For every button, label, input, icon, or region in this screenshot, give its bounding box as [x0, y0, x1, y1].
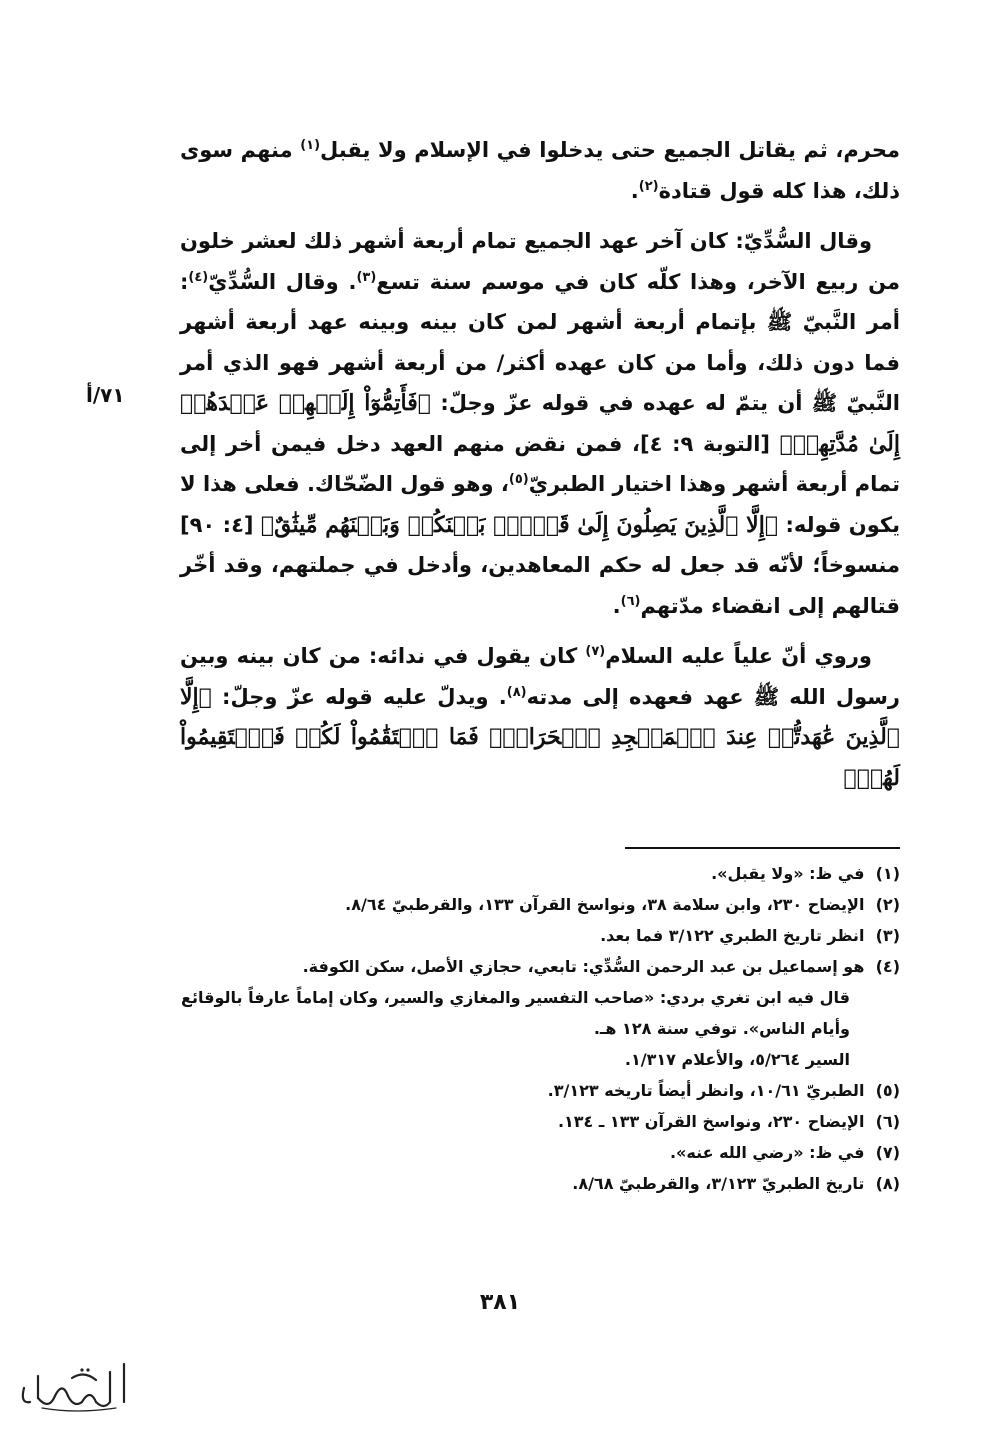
footnote [180, 951, 900, 982]
main-text [180, 130, 900, 798]
quran-verse: ﴿إِلَّا ٱلَّذِينَ يَصِلُونَ إِلَىٰ قَوۡمِۭ بَيۡنَكُمۡ وَبَيۡنَهُم مِّيثَٰقٌ﴾ [260, 511, 779, 538]
body-paragraph [180, 130, 900, 211]
footnote-ref: (٦) [620, 593, 641, 609]
footnote-number: (٣) [875, 926, 900, 945]
footnote-text: السير ٥/٢٦٤، والأعلام ١/٣١٧. [624, 1050, 850, 1069]
footnotes [180, 858, 900, 1199]
quran-verse: ﴿فَأَتِمُّوٓاْ إِلَيۡهِمۡ عَهۡدَهُمۡ إِلَىٰ مُدَّتِهِمۡ﴾ [180, 390, 900, 457]
text-run: . [630, 178, 639, 203]
quran-verse: ﴿إِلَّا ٱلَّذِينَ عَٰهَدتُّمۡ عِندَ ٱلۡمَسۡجِدِ ٱلۡحَرَامِۖ فَمَا ٱسۡتَقَٰمُواْ لَكُمۡ فَٱسۡتَقِيمُواْ لَهُمۡ﴾ [180, 683, 900, 791]
text-run: كان يقول في ندائه: من كان بينه وبين رسول الله ﷺ عهد فعهده إلى مدته [180, 644, 900, 709]
body-paragraph [180, 221, 900, 626]
footnote [180, 1044, 900, 1075]
footnote-text: تاريخ الطبريّ ٣/١٢٣، والقرطبيّ ٨/٦٨. [572, 1174, 865, 1193]
footnote [180, 1168, 900, 1199]
footnote-text: في ظ: «رضي الله عنه». [669, 1143, 865, 1162]
footnote-text: الطبريّ ١٠/٦١، وانظر أيضاً تاريخه ٣/١٢٣. [547, 1081, 865, 1100]
footnote-ref: (٥) [508, 472, 529, 487]
footnote-number: (٢) [875, 895, 900, 914]
footnote-number: (٥) [875, 1081, 900, 1100]
footnote-number: (٨) [875, 1174, 900, 1193]
footnote-ref: (٧) [585, 644, 606, 659]
footnote [180, 920, 900, 951]
library-seal-logo [12, 1358, 140, 1416]
footnote-ref: (١) [300, 138, 321, 153]
text-run: محرم، ثم يقاتل الجميع حتى يدخلوا في الإسلام ولا يقبل [320, 138, 900, 162]
footnote-separator [625, 847, 900, 849]
text-run: [٤: ٩٠] منسوخاً؛ لأنّه قد جعل له حكم المعاهدين، وأدخل في جملتهم، وقد أخّر قتالهم إلى انقضاء مدّتهم [180, 512, 900, 618]
text-run: منهم سوى ذلك، هذا كله قول قتادة [180, 138, 900, 203]
text-run: . [612, 593, 621, 618]
footnote [180, 858, 900, 889]
footnote-text: هو إسماعيل بن عبد الرحمن السُّدِّي: تابعي، حجازي الأصل، سكن الكوفة. [302, 957, 865, 976]
page-number: ٣٨١ [479, 1290, 521, 1315]
body-paragraph [180, 636, 900, 798]
footnote-ref: (٤) [188, 269, 209, 285]
manuscript-folio-ref: ٧١/أ [86, 383, 125, 407]
footnote-number: (٧) [875, 1143, 900, 1162]
footnote [180, 1075, 900, 1106]
text-run: [التوبة ٩: ٤]، فمن نقض منهم العهد دخل فيمن أخر إلى تمام أربعة أشهر وهذا اختيار الطبريّ [180, 431, 900, 496]
footnote-ref: (٨) [506, 684, 527, 700]
text-run: ، وهو قول الضّحّاك. فعلى هذا لا يكون قوله: [180, 472, 900, 537]
footnote-number: (١) [875, 864, 900, 883]
text-run: . ويدلّ عليه قوله عزّ وجلّ: [211, 684, 507, 709]
footnote-number: (٦) [875, 1112, 900, 1131]
text-run: وروي أنّ علياً عليه السلام [605, 644, 872, 668]
footnote-text: انظر تاريخ الطبري ٣/١٢٢ فما بعد. [600, 926, 865, 945]
footnote-number: (٤) [875, 957, 900, 976]
footnote [180, 1106, 900, 1137]
footnote-text: في ظ: «ولا يقبل». [711, 864, 865, 883]
footnote-text: الإيضاح ٢٣٠، ونواسخ القرآن ١٣٣ ـ ١٣٤. [557, 1112, 865, 1131]
text-run: : أمر النَّبيّ ﷺ بإتمام أربعة أشهر لمن كان بينه وبينه عهد أربعة أشهر فما دون ذلك، وأما من كان عهده أكثر/ من أربعة أشهر فهو الذي أمر النَّبيّ ﷺ أن يتمّ له عهده في قوله عزّ وجلّ: [180, 269, 900, 415]
footnote [180, 982, 900, 1044]
footnote-ref: (٣) [356, 269, 377, 285]
text-run: وقال السُّدِّيّ: كان آخر عهد الجميع تمام أربعة أشهر ذلك لعشر خلون من ربيع الآخر، وهذا كلّه كان في موسم سنة تسع [180, 229, 900, 294]
footnote [180, 889, 900, 920]
footnote-text: الإيضاح ٢٣٠، وابن سلامة ٣٨، ونواسخ القرآن ١٣٣، والقرطبيّ ٨/٦٤. [345, 895, 865, 914]
text-run: . وقال السُّدِّيّ [208, 269, 357, 294]
footnote-ref: (٢) [638, 178, 659, 194]
footnote [180, 1137, 900, 1168]
footnote-text: قال فيه ابن تغري بردي: «صاحب التفسير والمغازي والسير، وكان إماماً عارفاً بالوقائع وأيام الناس». توفي سنة ١٢٨ هـ. [181, 988, 850, 1038]
